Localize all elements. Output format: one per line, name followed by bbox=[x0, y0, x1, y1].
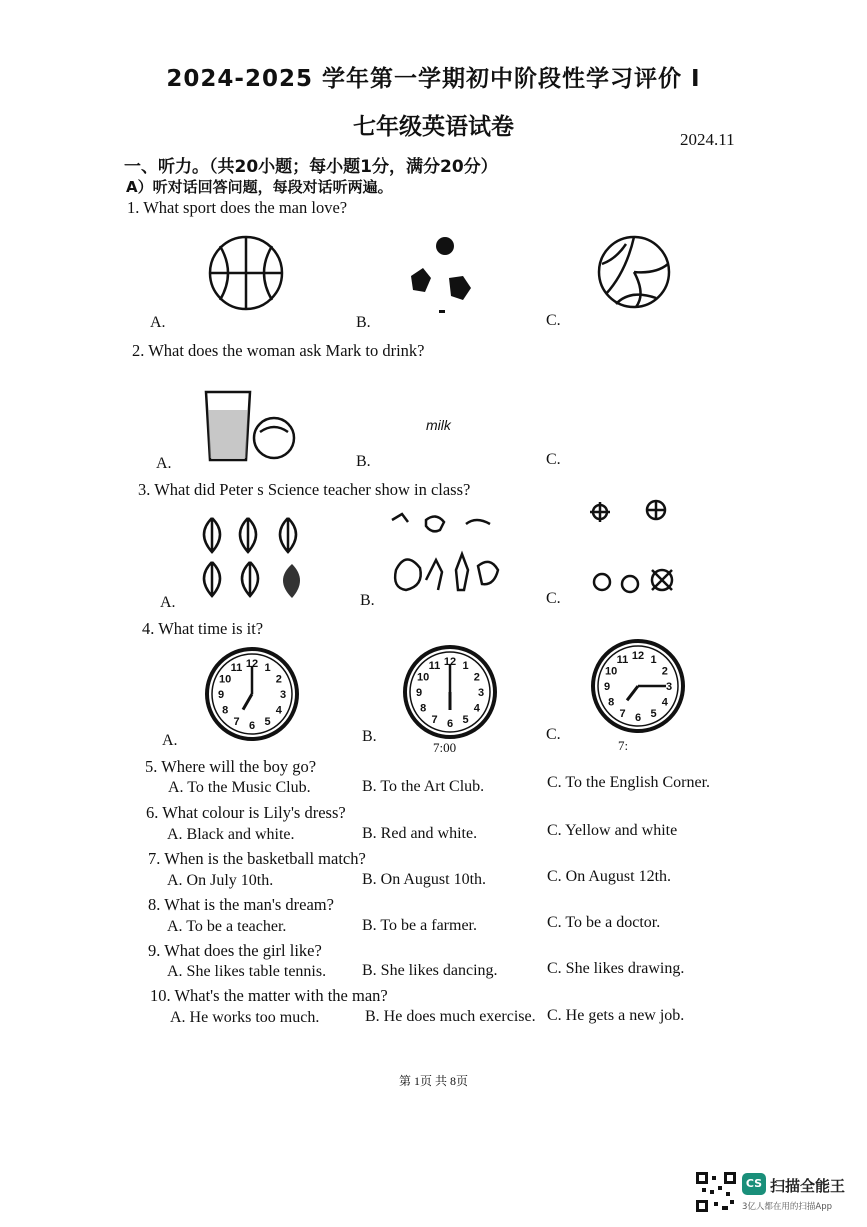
q1-option-b: B. bbox=[356, 314, 371, 331]
svg-text:2: 2 bbox=[275, 673, 282, 686]
q4-option-c: C. bbox=[546, 726, 561, 743]
milk-icon bbox=[424, 414, 464, 434]
question-4: 4. What time is it? bbox=[142, 619, 264, 638]
flowers-icon bbox=[586, 496, 690, 598]
q2-option-a: A. bbox=[156, 455, 172, 472]
svg-text:3: 3 bbox=[279, 689, 287, 701]
q7-option-a: A. On July 10th. bbox=[167, 872, 274, 889]
question-2: 2. What does the woman ask Mark to drink? bbox=[132, 341, 425, 360]
leaves-icon bbox=[192, 514, 312, 600]
q8-option-c: C. To be a doctor. bbox=[547, 914, 661, 931]
svg-text:12: 12 bbox=[245, 658, 259, 670]
svg-text:2: 2 bbox=[473, 671, 480, 684]
svg-text:6: 6 bbox=[248, 720, 256, 732]
svg-text:8: 8 bbox=[222, 704, 229, 717]
svg-text:5: 5 bbox=[650, 707, 657, 720]
svg-text:9: 9 bbox=[415, 687, 423, 699]
svg-text:9: 9 bbox=[217, 689, 225, 701]
q7-option-b: B. On August 10th. bbox=[362, 871, 487, 888]
svg-text:11: 11 bbox=[616, 654, 629, 667]
exam-title: 2024-2025 学年第一学期初中阶段性学习评价 I bbox=[166, 66, 701, 92]
clock-c-caption: 7: bbox=[618, 738, 629, 753]
svg-text:11: 11 bbox=[230, 662, 243, 675]
svg-text:1: 1 bbox=[462, 660, 469, 673]
svg-text:5: 5 bbox=[264, 715, 271, 728]
animals-icon bbox=[386, 510, 504, 596]
svg-text:7: 7 bbox=[431, 713, 438, 726]
svg-text:3: 3 bbox=[477, 687, 485, 699]
question-9: 9. What does the girl like? bbox=[148, 941, 322, 960]
svg-text:4: 4 bbox=[473, 702, 480, 715]
svg-text:2: 2 bbox=[661, 665, 668, 678]
svg-text:12: 12 bbox=[443, 656, 457, 668]
svg-text:3: 3 bbox=[665, 681, 673, 693]
q5-option-b: B. To the Art Club. bbox=[362, 778, 485, 795]
svg-text:7: 7 bbox=[619, 707, 626, 720]
q7-option-c: C. On August 12th. bbox=[547, 868, 672, 885]
clock-b-icon bbox=[398, 644, 502, 740]
q1-option-c: C. bbox=[546, 312, 561, 329]
q9-option-c: C. She likes drawing. bbox=[547, 960, 685, 977]
q8-option-b: B. To be a farmer. bbox=[362, 917, 477, 934]
exam-date: 2024.11 bbox=[680, 130, 735, 149]
svg-text:9: 9 bbox=[603, 681, 611, 693]
q2-option-c: C. bbox=[546, 451, 561, 468]
q9-option-b: B. She likes dancing. bbox=[362, 962, 498, 979]
soccer-ball-icon bbox=[405, 232, 477, 314]
volleyball-icon bbox=[596, 234, 672, 310]
page-number: 第 1页 共 8页 bbox=[398, 1074, 468, 1088]
q3-option-a: A. bbox=[160, 594, 176, 611]
question-6: 6. What colour is Lily's dress? bbox=[146, 803, 346, 822]
scanner-app-name: 扫描全能王 bbox=[770, 1177, 846, 1195]
q8-option-a: A. To be a teacher. bbox=[167, 918, 287, 935]
svg-text:10: 10 bbox=[417, 671, 430, 684]
svg-text:6: 6 bbox=[634, 712, 642, 724]
svg-text:1: 1 bbox=[650, 654, 657, 667]
q4-option-a: A. bbox=[162, 732, 178, 749]
q10-option-b: B. He does much exercise. bbox=[365, 1008, 536, 1025]
svg-text:5: 5 bbox=[462, 713, 469, 726]
q6-option-a: A. Black and white. bbox=[167, 826, 295, 843]
clock-b-caption: 7:00 bbox=[433, 740, 457, 755]
question-3: 3. What did Peter s Science teacher show in class? bbox=[138, 480, 471, 499]
scanner-tagline: 3亿人都在用的扫描App bbox=[742, 1202, 833, 1212]
qr-code-icon bbox=[696, 1172, 736, 1212]
svg-text:12: 12 bbox=[631, 650, 645, 662]
svg-text:7: 7 bbox=[233, 715, 240, 728]
q6-option-b: B. Red and white. bbox=[362, 825, 478, 842]
milk-label: milk bbox=[426, 417, 451, 433]
q1-option-a: A. bbox=[150, 314, 166, 331]
section-heading: 一、听力。（共20小题；每小题1分，满分20分） bbox=[124, 157, 498, 177]
exam-subtitle: 七年级英语试卷 bbox=[353, 114, 514, 140]
q2-option-b: B. bbox=[356, 453, 371, 470]
question-5: 5. Where will the boy go? bbox=[145, 757, 317, 776]
q3-option-b: B. bbox=[360, 592, 375, 609]
svg-text:6: 6 bbox=[446, 718, 454, 730]
q6-option-c: C. Yellow and white bbox=[547, 822, 678, 839]
svg-text:4: 4 bbox=[275, 704, 282, 717]
part-a-instruction: A）听对话回答问题，每段对话听两遍。 bbox=[126, 178, 393, 196]
q10-option-c: C. He gets a new job. bbox=[547, 1007, 685, 1024]
q9-option-a: A. She likes table tennis. bbox=[167, 963, 327, 980]
question-1: 1. What sport does the man love? bbox=[127, 198, 348, 217]
q10-option-a: A. He works too much. bbox=[170, 1009, 320, 1026]
svg-text:10: 10 bbox=[219, 673, 232, 686]
q3-option-c: C. bbox=[546, 590, 561, 607]
svg-text:10: 10 bbox=[605, 665, 618, 678]
q5-option-c: C. To the English Corner. bbox=[547, 774, 711, 791]
svg-text:11: 11 bbox=[428, 660, 441, 673]
svg-text:1: 1 bbox=[264, 662, 271, 675]
svg-text:8: 8 bbox=[420, 702, 427, 715]
basketball-icon bbox=[206, 234, 286, 312]
svg-text:4: 4 bbox=[661, 696, 668, 709]
question-10: 10. What's the matter with the man? bbox=[150, 986, 388, 1005]
q5-option-a: A. To the Music Club. bbox=[168, 779, 311, 796]
q4-option-b: B. bbox=[362, 728, 377, 745]
question-7: 7. When is the basketball match? bbox=[148, 849, 366, 868]
clock-a-icon bbox=[200, 646, 304, 742]
clock-c-icon bbox=[586, 638, 690, 734]
svg-text:8: 8 bbox=[608, 696, 615, 709]
juice-glass-icon bbox=[200, 388, 300, 464]
scanner-logo-icon: CS bbox=[742, 1173, 766, 1195]
question-8: 8. What is the man's dream? bbox=[148, 895, 334, 914]
